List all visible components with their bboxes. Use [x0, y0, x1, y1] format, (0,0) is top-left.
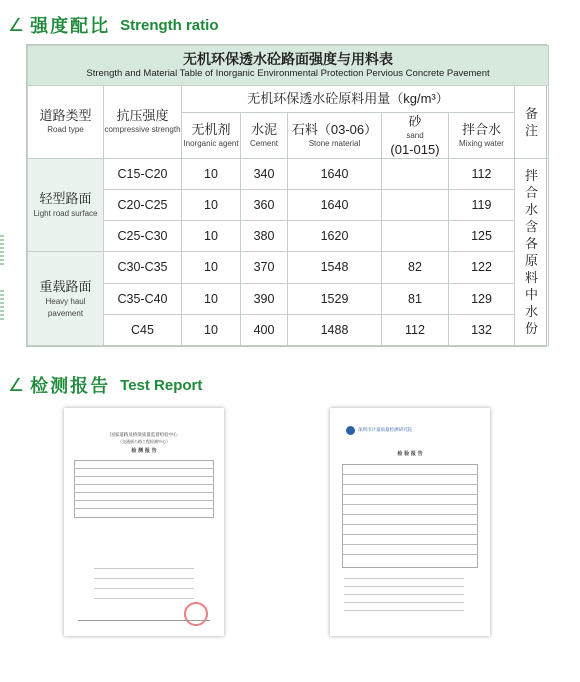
header-sublabel: Road type — [47, 125, 84, 134]
header-sublabel: compressive strength — [104, 125, 181, 134]
header-sublabel: Mixing water — [459, 138, 504, 148]
header-label: 抗压强度 — [116, 108, 169, 123]
report-signature-line — [78, 620, 210, 621]
header-water — [449, 113, 515, 158]
test-report-heading — [8, 372, 202, 398]
cell-stone: 1640 — [288, 158, 382, 189]
report-rule — [94, 578, 194, 579]
table-row — [28, 189, 549, 220]
cell-sand: 112 — [382, 314, 449, 345]
header-label: 拌合水 — [461, 121, 501, 137]
header-sublabel: Stone material — [308, 138, 361, 148]
header-label: 道路类型 — [39, 108, 92, 123]
report-rule — [94, 568, 194, 569]
cell-water: 125 — [449, 221, 515, 252]
header-agent — [182, 113, 241, 158]
report-rule — [74, 492, 214, 493]
cell-stone: 1529 — [288, 283, 382, 314]
table-title: 无机环保透水砼路面强度与用料表 — [183, 51, 394, 68]
cell-cement: 340 — [241, 158, 288, 189]
report-rule — [342, 494, 478, 495]
report-rule — [94, 598, 194, 599]
report-rule — [342, 514, 478, 515]
table-subtitle: Strength and Material Table of Inorganic Environmental Protection Pervious Concrete Pavement — [86, 68, 490, 80]
cell-cement: 390 — [241, 283, 288, 314]
report-rule — [342, 534, 478, 535]
header-sublabel: sand — [406, 130, 424, 140]
heading-cn: 强度配比 — [30, 16, 111, 37]
report-rule — [344, 578, 464, 579]
table-row — [28, 221, 549, 252]
report-title: 检 测 报 告 — [131, 448, 157, 454]
cell-sand — [382, 158, 449, 189]
side-decoration — [0, 290, 4, 320]
header-sublabel: Cement — [249, 138, 278, 148]
report-table — [342, 464, 478, 568]
group-sublabel: Heavy haul pavement — [45, 296, 86, 318]
table-row — [28, 158, 549, 189]
header-label: 砂 — [408, 113, 422, 129]
header-label: 无机剂 — [191, 121, 231, 137]
cell-grade: C25-C30 — [104, 221, 182, 252]
report-rule — [344, 610, 464, 611]
report-stamp — [184, 602, 208, 626]
report-rule — [342, 474, 478, 475]
header-label: 石料（03-06） — [291, 121, 378, 137]
cell-agent: 10 — [182, 221, 241, 252]
cell-water: 122 — [449, 252, 515, 283]
cell-stone: 1488 — [288, 314, 382, 345]
slash-icon: ∠ — [8, 374, 25, 396]
report-rule — [342, 524, 478, 525]
cell-water: 112 — [449, 158, 515, 189]
header-label: 水泥 — [250, 121, 277, 137]
strength-ratio-heading — [8, 12, 218, 38]
cell-stone: 1640 — [288, 189, 382, 220]
side-decoration — [0, 235, 4, 265]
header-cement — [241, 113, 288, 158]
report-rule — [74, 508, 214, 509]
slash-icon: ∠ — [8, 14, 25, 36]
header-sand — [382, 113, 449, 158]
strength-material-table — [26, 44, 547, 347]
table-row — [28, 283, 549, 314]
group-label: 轻型路面 — [39, 191, 92, 207]
cell-agent: 10 — [182, 189, 241, 220]
group-heavy — [28, 252, 104, 346]
cell-agent: 10 — [182, 158, 241, 189]
table-row — [28, 314, 549, 345]
report-rule — [94, 588, 194, 589]
report-rule — [74, 468, 214, 469]
header-material-group: 无机环保透水砼原料用量（kg/m³） — [182, 86, 515, 113]
table-title-cell — [28, 46, 549, 86]
cell-water: 129 — [449, 283, 515, 314]
report-header: 国家道路及桥梁质量监督检验中心 — [110, 433, 178, 438]
cell-grade: C45 — [104, 314, 182, 345]
cell-grade: C35-C40 — [104, 283, 182, 314]
table-row — [28, 252, 549, 283]
heading-en: Test Report — [120, 376, 203, 394]
report-rule — [74, 500, 214, 501]
cell-cement: 360 — [241, 189, 288, 220]
note-text: 拌合水含各原料中水份 — [525, 167, 539, 336]
heading-en: Strength ratio — [120, 16, 219, 34]
institute-logo-icon — [346, 426, 355, 435]
cell-grade: C15-C20 — [104, 158, 182, 189]
cell-agent: 10 — [182, 283, 241, 314]
cell-grade: C20-C25 — [104, 189, 182, 220]
report-subheader: （交通部公路工程检测中心） — [118, 439, 170, 444]
cell-agent: 10 — [182, 314, 241, 345]
header-stone — [288, 113, 382, 158]
report-rule — [342, 504, 478, 505]
cell-stone: 1548 — [288, 252, 382, 283]
cell-sand: 81 — [382, 283, 449, 314]
cell-cement: 370 — [241, 252, 288, 283]
cell-stone: 1620 — [288, 221, 382, 252]
header-label: 备注 — [525, 106, 539, 138]
institute-name: 深圳市计量质量检测研究院 — [358, 428, 412, 433]
report-title: 检 验 报 告 — [397, 451, 423, 457]
report-rule — [74, 476, 214, 477]
cell-cement: 380 — [241, 221, 288, 252]
cell-water: 119 — [449, 189, 515, 220]
heading-cn: 检测报告 — [30, 376, 111, 397]
group-light — [28, 158, 104, 252]
cell-water: 132 — [449, 314, 515, 345]
cell-cement: 400 — [241, 314, 288, 345]
group-sublabel: Light road surface — [33, 209, 98, 219]
report-rule — [74, 484, 214, 485]
header-strength — [104, 86, 182, 158]
cell-sand — [382, 189, 449, 220]
cell-sand — [382, 221, 449, 252]
header-note — [515, 86, 549, 158]
report-rule — [344, 602, 464, 603]
cell-agent: 10 — [182, 252, 241, 283]
report-rule — [344, 594, 464, 595]
header-sublabel: Inorganic agent — [183, 138, 239, 148]
report-rule — [344, 586, 464, 587]
report-rule — [342, 484, 478, 485]
header-spec: (01-015) — [390, 141, 440, 157]
header-road-type — [28, 86, 104, 158]
cell-sand: 82 — [382, 252, 449, 283]
test-report-image-1[interactable] — [64, 408, 224, 636]
group-label: 重载路面 — [39, 278, 92, 294]
cell-grade: C30-C35 — [104, 252, 182, 283]
note-cell — [515, 158, 549, 345]
report-rule — [342, 554, 478, 555]
test-report-image-2[interactable] — [330, 408, 490, 636]
report-rule — [342, 544, 478, 545]
